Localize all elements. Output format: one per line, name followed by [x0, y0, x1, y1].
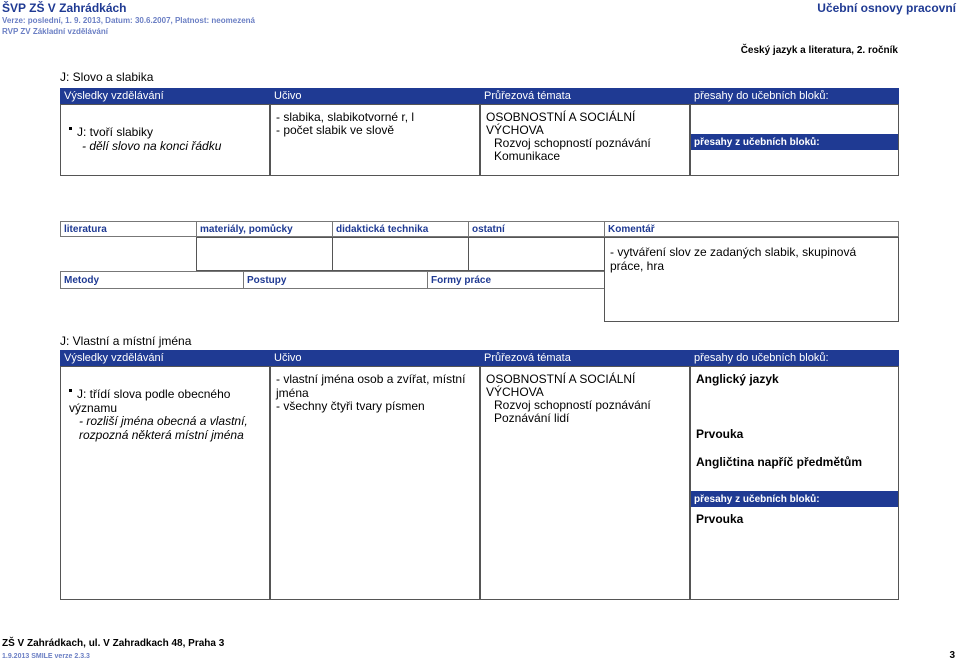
col-presahy-do: přesahy do učebních bloků: — [694, 90, 829, 102]
res-komentar: Komentář — [604, 221, 899, 237]
res-ostatni-cell — [468, 237, 605, 271]
section2-presahy-z-1: Prvouka — [696, 512, 744, 526]
section2-header-bar — [60, 350, 899, 366]
section1-header-bar — [60, 88, 899, 104]
doc-type: Učební osnovy pracovní — [817, 1, 956, 15]
res-formy: Formy práce — [427, 271, 605, 289]
version-line: Verze: poslední, 1. 9. 2013, Datum: 30.6.2007, Platnost: neomezená — [2, 16, 255, 25]
section2-vysledky-sub: - rozliší jména obecná a vlastní, rozpozná některá místní jména — [79, 414, 248, 442]
bullet-icon — [69, 127, 72, 130]
res-didakticka: didaktická technika — [332, 221, 469, 237]
section2-prurez-cell — [480, 366, 690, 600]
section1-ucivo-cell — [270, 104, 480, 176]
section2-vysledky-main: J: třídí slova podle obecného významu — [69, 387, 231, 415]
section1-prurez-2: VÝCHOVA — [486, 123, 544, 137]
res-ostatni: ostatní — [468, 221, 605, 237]
res-literatura: literatura — [60, 221, 197, 237]
col-presahy-do: přesahy do učebních bloků: — [694, 352, 829, 364]
section2-ucivo-1: - vlastní jména osob a zvířat, místní jména — [276, 372, 466, 400]
section2-ucivo-2: - všechny čtyři tvary písmen — [276, 399, 425, 413]
col-prurezova: Průřezová témata — [484, 352, 571, 364]
section2-prurez-3: Rozvoj schopností poznávání — [494, 398, 651, 412]
section1-vysledky-cell — [60, 104, 270, 176]
section1-prurez-cell — [480, 104, 690, 176]
school-name: ŠVP ZŠ V Zahrádkách — [2, 1, 127, 15]
komentar-cell — [604, 237, 899, 322]
section1-prurez-3: Rozvoj schopností poznávání — [494, 136, 651, 150]
col-ucivo: Učivo — [274, 352, 302, 364]
section2-prurez-1: OSOBNOSTNÍ A SOCIÁLNÍ — [486, 372, 636, 386]
methods-row — [60, 271, 605, 289]
section1-prurez-1: OSOBNOSTNÍ A SOCIÁLNÍ — [486, 110, 636, 124]
res-materialy: materiály, pomůcky — [196, 221, 333, 237]
section2-presahy-z-label: přesahy z učebních bloků: — [691, 491, 898, 507]
page-number: 3 — [949, 650, 955, 661]
section2-presahy-cell — [690, 366, 899, 600]
section2-prurez-4: Poznávání lidí — [494, 411, 570, 425]
subject-title: Český jazyk a literatura, 2. ročník — [740, 45, 898, 56]
rvp-line: RVP ZV Základní vzdělávání — [2, 27, 108, 36]
section2-presahy-do-1: Anglický jazyk — [696, 372, 779, 386]
col-vysledky: Výsledky vzdělávání — [64, 352, 164, 364]
section2-ucivo-cell — [270, 366, 480, 600]
res-metody: Metody — [60, 271, 244, 289]
section1-ucivo-2: - počet slabik ve slově — [276, 123, 395, 137]
section2-presahy-do-3: Angličtina napříč předmětům — [696, 455, 863, 469]
section2-prurez-2: VÝCHOVA — [486, 385, 544, 399]
section1-vysledky-main: J: tvoří slabiky — [77, 125, 154, 139]
section1-ucivo-1: - slabika, slabikotvorné r, l — [276, 110, 415, 124]
komentar-text: - vytváření slov ze zadaných slabik, skupinová práce, hra — [610, 245, 857, 273]
col-prurezova: Průřezová témata — [484, 90, 571, 102]
section1-title: J: Slovo a slabika — [60, 70, 154, 84]
col-vysledky: Výsledky vzdělávání — [64, 90, 164, 102]
section1-prurez-4: Komunikace — [494, 149, 561, 163]
resources-header-row — [60, 221, 899, 237]
res-materialy-cell — [196, 237, 333, 271]
res-didakticka-cell — [332, 237, 469, 271]
section2-vysledky-cell — [60, 366, 270, 600]
res-postupy: Postupy — [243, 271, 428, 289]
section1-presahy-cell — [690, 104, 899, 176]
footer-smile: 1.9.2013 SMILE verze 2.3.3 — [2, 653, 90, 660]
col-ucivo: Učivo — [274, 90, 302, 102]
section1-presahy-z-label: přesahy z učebních bloků: — [691, 134, 898, 150]
section1-vysledky-sub: - dělí slovo na konci řádku — [82, 139, 222, 153]
section2-title: J: Vlastní a místní jména — [60, 334, 192, 348]
bullet-icon — [69, 389, 72, 392]
section2-presahy-do-2: Prvouka — [696, 427, 744, 441]
footer-address: ZŠ V Zahrádkach, ul. V Zahradkach 48, Praha 3 — [2, 638, 225, 649]
